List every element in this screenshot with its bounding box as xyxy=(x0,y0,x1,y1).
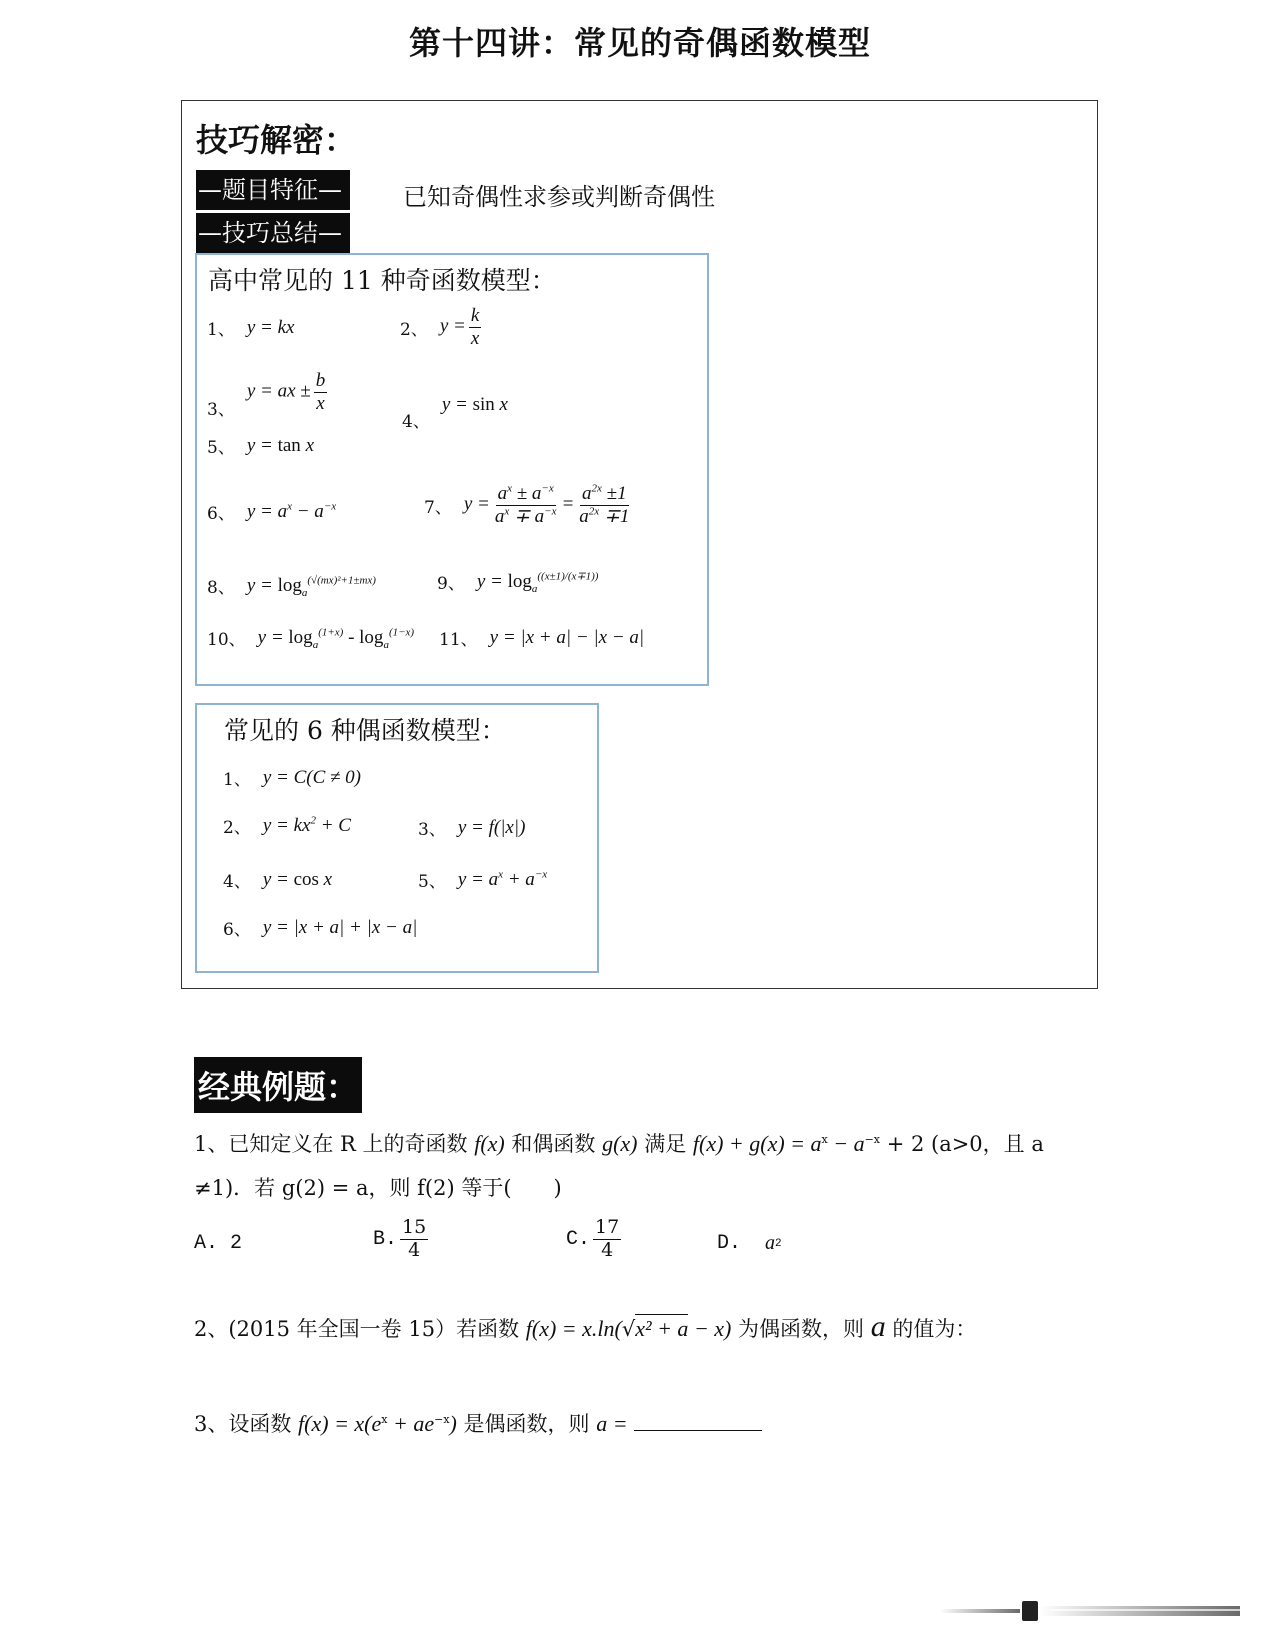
feature-tag: —题目特征— xyxy=(196,170,350,210)
question-1-line-2: ≠1)．若 g(2) = a，则 f(2) 等于( ) xyxy=(194,1176,562,1200)
even-model-3: 3、 y = f(|x|) xyxy=(418,816,526,840)
odd-model-3: 3、 y = ax ± $\frac{b}{x}$ xyxy=(207,370,326,420)
odd-model-11: 11、 y = |x + a| − |x − a| xyxy=(439,626,645,650)
odd-model-6: 6、 $y = a^x - a^{-x}$ xyxy=(207,500,337,524)
odd-model-7: 7、 y = $\frac{a^x \pm a^{-x}}{a^x \mp a^{-x}}$ = $\frac{a^{2x} \pm 1}{a^{2x} \mp 1}$ xyxy=(424,482,630,527)
even-model-6: 6、 y = |x + a| + |x − a| xyxy=(223,916,418,940)
odd-model-9: 9、 $y = \log_a^{((x\pm 1)/(x\mp 1))}$ xyxy=(437,570,599,595)
question-3: 3、设函数 $f(x) = x(e^x + ae^{-x})$ 是偶函数，则 a = xyxy=(194,1408,762,1438)
question-1-line-1: 1、已知定义在 R 上的奇函数 f(x) 和偶函数 g(x) 满足 $f(x) + g(x) = a^x - a^{-x} + 2$ (a>0，且 a xyxy=(194,1131,1044,1156)
tips-heading: 技巧解密： xyxy=(196,121,357,159)
even-model-2: 2、 $y = kx^2 + C$ xyxy=(223,814,351,838)
odd-model-8: 8、 $y = \log_a^{(√(mx)^2+1\pm mx)}$ xyxy=(207,574,376,599)
option-d[interactable]: D. a 2 xyxy=(717,1232,782,1255)
even-model-5: 5、 $y = a^x + a^{-x}$ xyxy=(418,868,548,892)
even-model-4: 4、 y = cos x xyxy=(223,868,333,892)
question-2: 2、(2015 年全国一卷 15）若函数 f(x) = x.ln(√x² + a − x) 为偶函数，则 a 的值为： xyxy=(194,1310,977,1343)
answer-blank[interactable] xyxy=(634,1410,762,1431)
even-models-box xyxy=(195,703,599,973)
odd-model-2: 2、 y = $\frac{k}{x}$ xyxy=(400,305,480,349)
odd-models-box xyxy=(195,253,709,686)
feature-text: 已知奇偶性求参或判断奇偶性 xyxy=(403,183,715,211)
page-title: 第十四讲：常见的奇偶函数模型 xyxy=(408,24,871,62)
option-b[interactable]: B. $\frac{15}{4}$ xyxy=(373,1216,427,1261)
odd-model-1: 1、 y = kx xyxy=(207,316,295,340)
tips-frame xyxy=(181,100,1098,989)
even-model-1: 1、 y = C(C ≠ 0) xyxy=(223,766,362,790)
odd-model-10: 10、 $y = \log_a^{(1+x)} - \log_a^{(1-x)}$ xyxy=(207,626,415,651)
option-c[interactable]: C. $\frac{17}{4}$ xyxy=(566,1216,620,1261)
option-a[interactable]: A. 2 xyxy=(194,1232,243,1255)
odd-models-title: 高中常见的 11 种奇函数模型： xyxy=(208,266,556,295)
scroll-indicator[interactable] xyxy=(940,1600,1250,1622)
odd-model-5: 5、 y = tan x xyxy=(207,434,314,458)
even-models-title: 常见的 6 种偶函数模型： xyxy=(224,716,506,745)
summary-tag: —技巧总结— xyxy=(196,213,350,253)
examples-heading: 经典例题： xyxy=(194,1057,362,1113)
odd-model-4: 4、 y = sin x xyxy=(402,393,508,432)
